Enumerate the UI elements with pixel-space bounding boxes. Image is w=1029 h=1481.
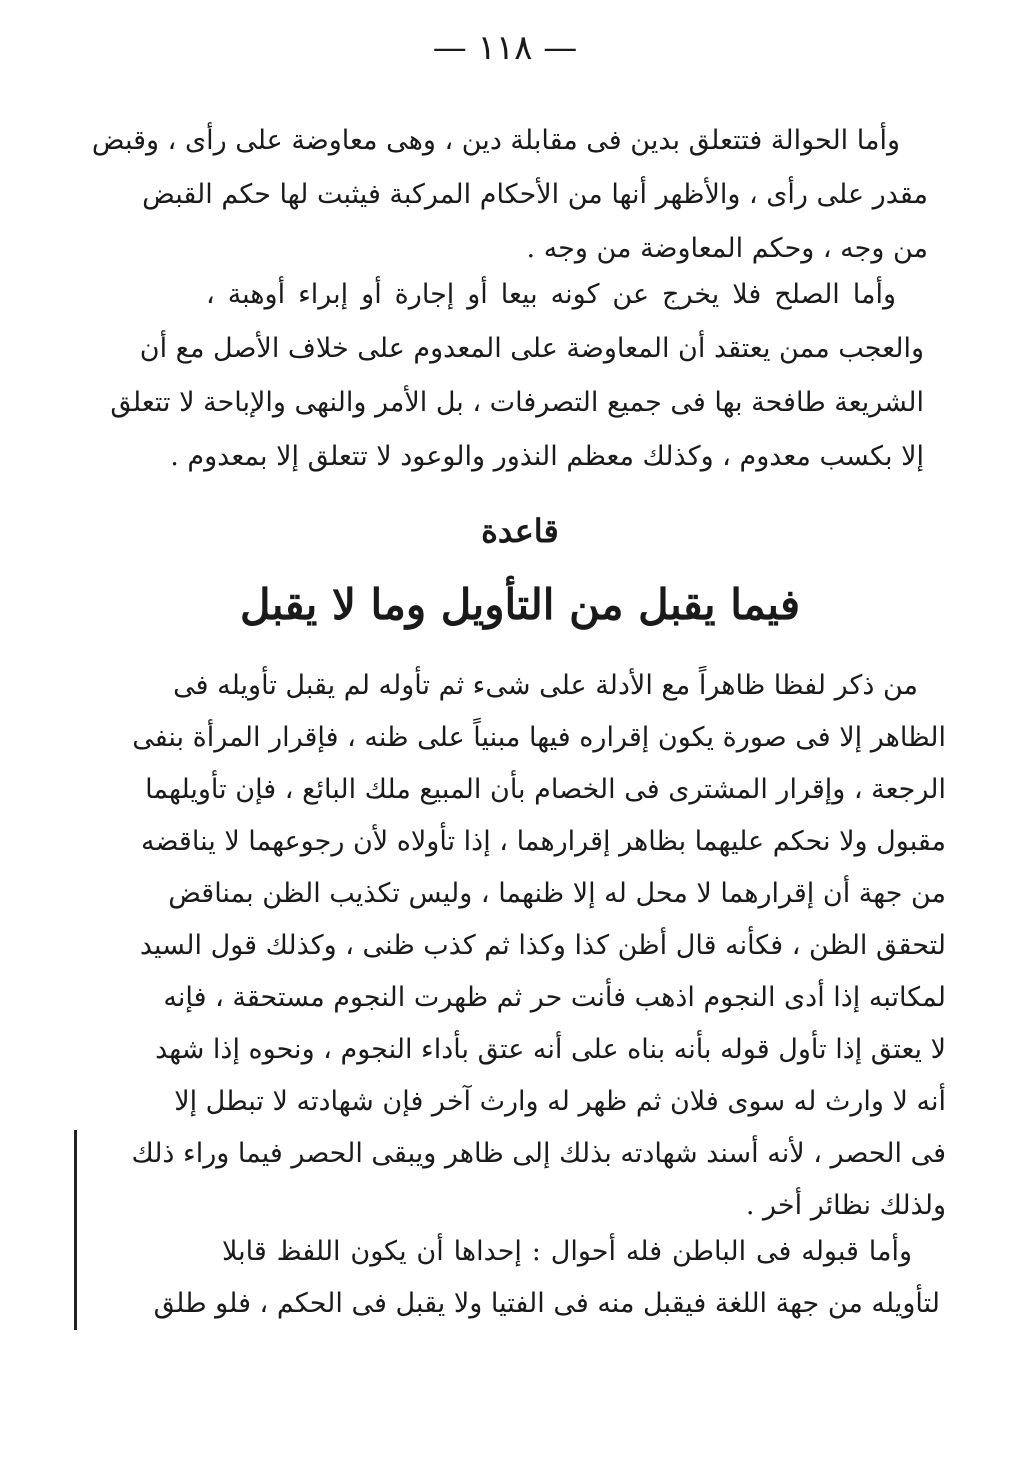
text-line: مقبول ولا نحكم عليهما بظاهر إقرارهما ، إذا تأولاه لأن رجوعهما لا يناقضه: [141, 826, 946, 857]
text-line: وأما قبوله فى الباطن فله أحوال : إحداها أن يكون اللفظ قابلا: [222, 1236, 912, 1267]
text-line: لتأويله من جهة اللغة فيقبل منه فى الفتيا ولا يقبل فى الحكم ، فلو طلق: [153, 1288, 940, 1319]
text-line: فى الحصر ، لأنه أسند شهادته بذلك إلى ظاهر ويبقى الحصر فيما وراء ذلك: [131, 1138, 946, 1169]
text-line: الشريعة طافحة بها فى جميع التصرفات ، بل الأمر والنهى والإباحة لا تتعلق: [110, 387, 924, 418]
paragraph-sulh: [110, 268, 924, 484]
text-line: لمكاتبه إذا أدى النجوم اذهب فأنت حر ثم ظهرت النجوم مستحقة ، فإنه: [163, 982, 946, 1013]
text-line: لا يعتق إذا تأول قوله بأنه بناه على أنه عتق بأداء النجوم ، ونحوه إذا شهد: [155, 1034, 946, 1065]
text-line: من جهة أن إقرارهما لا محل له إلا ظنهما ، وليس تكذيب الظن بمناقض: [168, 878, 946, 909]
text-line: والعجب ممن يعتقد أن المعاوضة على المعدوم على خلاف الأصل مع أن: [139, 333, 924, 364]
text-line: ولذلك نظائر أخر .: [745, 1190, 946, 1221]
text-line: الظاهر إلا فى صورة يكون إقراره فيها مبنياً على ظنه ، فإقرار المرأة بنفى: [132, 722, 946, 753]
text-line: من وجه ، وحكم المعاوضة من وجه .: [526, 233, 928, 264]
text-line: وأما الصلح فلا يخرج عن كونه بيعا أو إجارة أو إبراء أوهبة ،: [206, 279, 896, 310]
paragraph-hawala: [91, 114, 928, 276]
text-line: إلا بكسب معدوم ، وكذلك معظم النذور والوعود لا تتعلق إلا بمعدوم .: [170, 441, 924, 472]
text-line: وأما الحوالة فتتعلق بدين فى مقابلة دين ، وهى معاوضة على رأى ، وقبض: [91, 125, 900, 156]
margin-mark: [74, 1130, 77, 1330]
text-line: الرجعة ، وإقرار المشترى فى الخصام بأن المبيع ملك البائع ، فإن تأويلهما: [145, 774, 946, 805]
text-line: من ذكر لفظا ظاهراً مع الأدلة على شىء ثم تأوله لم يقبل تأويله فى: [173, 670, 918, 701]
text-line: مقدر على رأى ، والأظهر أنها من الأحكام المركبة فيثبت لها حكم القبض: [142, 179, 928, 210]
paragraph-batin: [153, 1226, 940, 1330]
paragraph-tawil: [131, 660, 946, 1232]
text-line: أنه لا وارث له سوى فلان ثم ظهر له وارث آخر فإن شهادته لا تبطل إلا: [174, 1086, 946, 1117]
text-line: لتحقق الظن ، فكأنه قال أظن كذا وكذا ثم كذب ظنى ، وكذلك قول السيد: [139, 930, 946, 961]
section-label: قاعدة: [481, 512, 559, 550]
section-title: فيما يقبل من التأويل وما لا يقبل: [239, 580, 801, 629]
page-number: — ١١٨ —: [432, 28, 578, 68]
